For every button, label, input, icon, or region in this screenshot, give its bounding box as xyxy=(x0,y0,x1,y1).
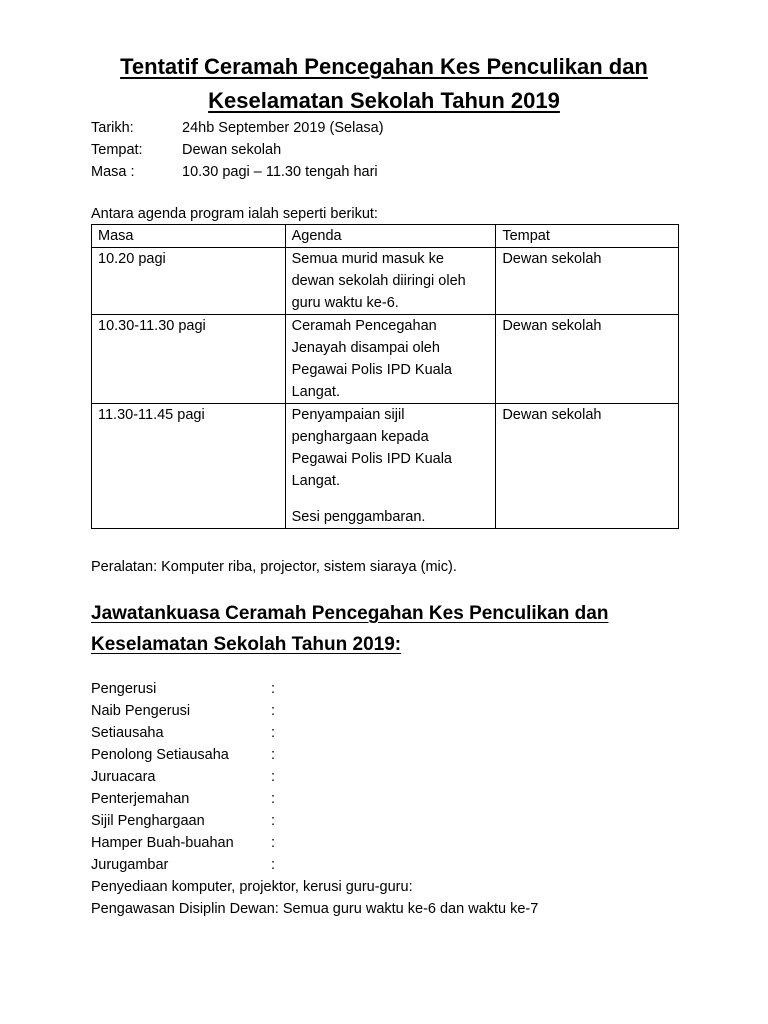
info-label: Tempat: xyxy=(91,142,143,158)
committee-role: Juruacara xyxy=(91,769,156,785)
cell-agenda xyxy=(285,315,496,404)
agenda-line: Penyampaian sijil xyxy=(291,407,405,423)
event-info xyxy=(91,117,384,183)
cell-tempat: Dewan sekolah xyxy=(496,248,679,315)
info-row-place xyxy=(91,139,384,161)
cell-tempat: Dewan sekolah xyxy=(496,404,679,529)
cell-agenda xyxy=(285,248,496,315)
footer-notes xyxy=(91,876,538,920)
cell-masa: 10.20 pagi xyxy=(92,248,286,315)
committee-role: Naib Pengerusi xyxy=(91,703,191,719)
info-row-time xyxy=(91,161,384,183)
title-line-1: Tentatif Ceramah Pencegahan Kes Penculikan dan xyxy=(120,54,648,79)
list-item xyxy=(91,854,275,876)
agenda-line: penghargaan kepada xyxy=(291,429,429,445)
agenda-line: Jenayah disampai oleh xyxy=(291,340,440,356)
colon: : xyxy=(271,813,276,829)
colon: : xyxy=(271,725,276,741)
table-row xyxy=(92,248,679,315)
agenda-line: Langat. xyxy=(291,384,340,400)
colon: : xyxy=(271,791,276,807)
header-masa: Masa xyxy=(92,225,286,248)
list-item xyxy=(91,788,275,810)
title-line-2: Keselamatan Sekolah Tahun 2019 xyxy=(208,88,560,113)
committee-role: Sijil Penghargaan xyxy=(91,813,205,829)
agenda-intro: Antara agenda program ialah seperti berikut: xyxy=(91,206,378,222)
colon: : xyxy=(271,769,276,785)
document-title xyxy=(60,50,708,118)
agenda-line: dewan sekolah diiringi oleh xyxy=(291,273,466,289)
agenda-line: Langat. xyxy=(291,473,340,489)
committee-role: Penolong Setiausaha xyxy=(91,747,229,763)
list-item xyxy=(91,678,275,700)
footer-line: Penyediaan komputer, projektor, kerusi guru-guru: xyxy=(91,879,413,895)
list-item xyxy=(91,744,275,766)
colon: : xyxy=(271,747,276,763)
colon: : xyxy=(271,835,276,851)
committee-role: Setiausaha xyxy=(91,725,164,741)
committee-role: Penterjemahan xyxy=(91,791,190,807)
info-label: Tarikh: xyxy=(91,120,134,136)
table-row xyxy=(92,404,679,529)
agenda-line: Ceramah Pencegahan xyxy=(291,318,437,334)
agenda-line: Pegawai Polis IPD Kuala xyxy=(291,362,452,378)
cell-tempat: Dewan sekolah xyxy=(496,315,679,404)
info-value: 10.30 pagi – 11.30 tengah hari xyxy=(182,164,378,180)
info-value: Dewan sekolah xyxy=(182,142,282,158)
committee-role: Hamper Buah-buahan xyxy=(91,835,234,851)
committee-title xyxy=(91,598,691,660)
committee-list xyxy=(91,678,275,876)
colon: : xyxy=(271,857,276,873)
committee-title-line-1: Jawatankuasa Ceramah Pencegahan Kes Penculikan dan xyxy=(91,603,609,624)
info-value: 24hb September 2019 (Selasa) xyxy=(182,120,384,136)
list-item xyxy=(91,700,275,722)
committee-role: Pengerusi xyxy=(91,681,157,697)
list-item xyxy=(91,766,275,788)
committee-role: Jurugambar xyxy=(91,857,169,873)
agenda-line: Sesi penggambaran. xyxy=(291,509,426,525)
header-agenda: Agenda xyxy=(285,225,496,248)
table-header-row xyxy=(92,225,679,248)
info-row-date xyxy=(91,117,384,139)
list-item xyxy=(91,832,275,854)
agenda-spacer xyxy=(292,492,490,506)
info-label: Masa : xyxy=(91,164,135,180)
list-item xyxy=(91,722,275,744)
list-item xyxy=(91,810,275,832)
table-row xyxy=(92,315,679,404)
footer-line: Pengawasan Disiplin Dewan: Semua guru waktu ke-6 dan waktu ke-7 xyxy=(91,901,539,917)
colon: : xyxy=(271,681,276,697)
agenda-line: guru waktu ke-6. xyxy=(291,295,399,311)
colon: : xyxy=(271,703,276,719)
agenda-line: Semua murid masuk ke xyxy=(291,251,444,267)
agenda-table xyxy=(91,224,679,529)
agenda-line: Pegawai Polis IPD Kuala xyxy=(291,451,452,467)
equipment-line: Peralatan: Komputer riba, projector, sistem siaraya (mic). xyxy=(91,559,457,575)
cell-masa: 10.30-11.30 pagi xyxy=(92,315,286,404)
header-tempat: Tempat xyxy=(496,225,679,248)
committee-title-line-2: Keselamatan Sekolah Tahun 2019: xyxy=(91,634,402,655)
cell-agenda xyxy=(285,404,496,529)
cell-masa: 11.30-11.45 pagi xyxy=(92,404,286,529)
